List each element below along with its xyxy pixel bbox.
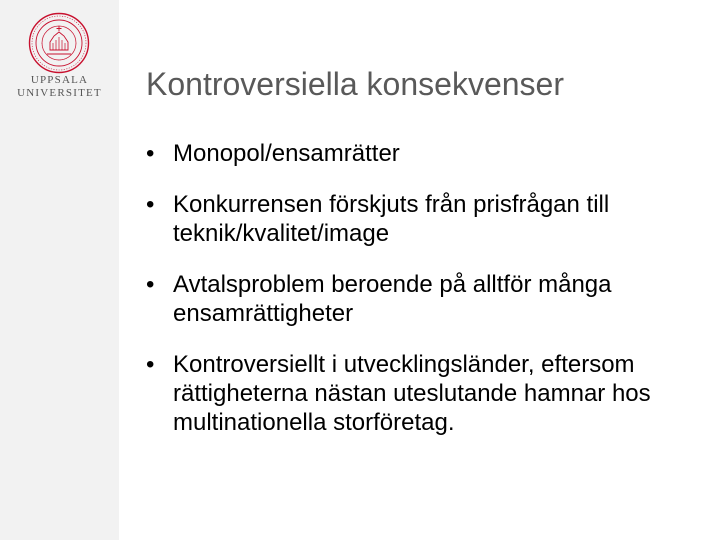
- sidebar: [0, 0, 119, 540]
- bullet-item: • Konkurrensen förskjuts från prisfrågan till teknik/kvalitet/image: [146, 190, 706, 248]
- logo-text-line1: UPPSALA: [30, 74, 89, 86]
- logo-text-line2: UNIVERSITET: [17, 87, 102, 99]
- university-seal-icon: [28, 12, 90, 74]
- bullet-list: [146, 139, 706, 437]
- bullet-item: • Monopol/ensamrätter: [146, 139, 706, 168]
- bullet-item: • Kontroversiellt i utvecklingsländer, eftersom rättigheterna nästan uteslutande hamnar hos multinationella storföretag.: [146, 350, 706, 437]
- bullet-item: • Avtalsproblem beroende på alltför många ensamrättigheter: [146, 270, 706, 328]
- slide-title: Kontroversiella konsekvenser: [146, 66, 564, 102]
